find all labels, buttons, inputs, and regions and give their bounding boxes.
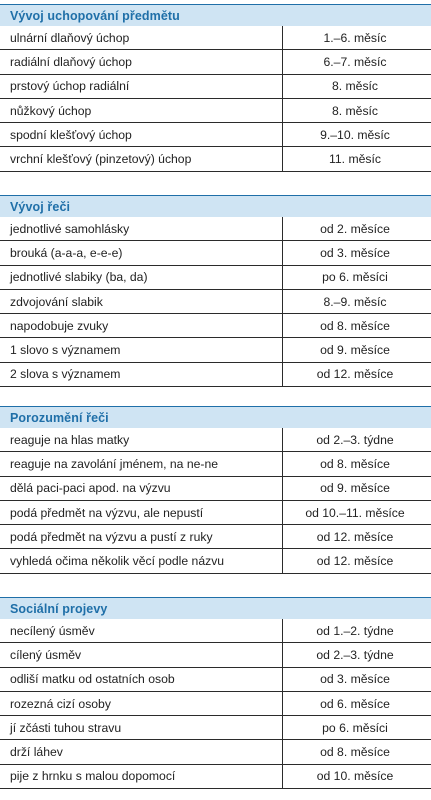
row-value: po 6. měsíci	[322, 720, 388, 735]
row-label: napodobuje zvuky	[10, 318, 109, 333]
row-value: 8.–9. měsíc	[323, 294, 387, 309]
row-label: jednotlivé samohlásky	[10, 221, 130, 236]
row-label: odliší matku od ostatních osob	[10, 672, 175, 687]
table-row	[0, 266, 431, 290]
row-value: 8. měsíc	[331, 103, 379, 118]
section-rows	[0, 217, 431, 387]
table-row	[0, 643, 431, 667]
row-value: od 10. měsíce	[316, 769, 394, 784]
table-row	[0, 75, 431, 99]
row-value: 1.–6. měsíc	[323, 30, 387, 45]
table-row	[0, 549, 431, 573]
section-comprehension	[0, 406, 431, 574]
table-row	[0, 363, 431, 387]
row-value: od 2.–3. týdne	[316, 647, 394, 662]
row-label: vrchní klešťový (pinzetový) úchop	[10, 152, 192, 167]
row-value: od 8. měsíce	[320, 745, 390, 760]
table-row	[0, 525, 431, 549]
row-label: dělá paci-paci apod. na výzvu	[10, 481, 171, 496]
row-label: nůžkový úchop	[10, 103, 92, 118]
row-label: prstový úchop radiální	[10, 79, 130, 94]
row-value: od 12. měsíce	[316, 554, 394, 569]
row-label: brouká (a-a-a, e-e-e)	[10, 245, 123, 260]
table-row	[0, 290, 431, 314]
row-value: od 8. měsíce	[320, 318, 390, 333]
row-label: reaguje na hlas matky	[10, 432, 130, 447]
row-label: drží láhev	[10, 745, 63, 760]
row-label: cílený úsměv	[10, 647, 82, 662]
table-row	[0, 241, 431, 265]
table-row	[0, 501, 431, 525]
table-row	[0, 99, 431, 123]
row-value: od 12. měsíce	[316, 367, 394, 382]
table-row	[0, 314, 431, 338]
table-row	[0, 147, 431, 171]
table-row	[0, 452, 431, 476]
table-row	[0, 692, 431, 716]
section-speech	[0, 195, 431, 387]
table-row	[0, 668, 431, 692]
table-row	[0, 619, 431, 643]
row-label: podá předmět na výzvu, ale nepustí	[10, 505, 204, 520]
row-value: od 6. měsíce	[320, 696, 390, 711]
row-label: radiální dlaňový úchop	[10, 54, 132, 69]
row-value: od 12. měsíce	[316, 529, 394, 544]
row-value: od 10.–11. měsíce	[305, 505, 405, 520]
row-label: pije z hrnku s malou dopomocí	[10, 769, 176, 784]
section-social	[0, 597, 431, 789]
row-value: od 2.–3. týdne	[316, 432, 394, 447]
row-label: 2 slova s významem	[10, 367, 121, 382]
row-value: od 3. měsíce	[320, 245, 390, 260]
row-label: reaguje na zavolání jménem, na ne-ne	[10, 456, 218, 471]
section-header	[0, 195, 431, 217]
section-rows	[0, 428, 431, 574]
table-row	[0, 477, 431, 501]
row-value: od 1.–2. týdne	[316, 623, 394, 638]
row-value: 6.–7. měsíc	[323, 54, 387, 69]
row-value: od 3. měsíce	[320, 672, 390, 687]
table-row	[0, 428, 431, 452]
row-value: 9.–10. měsíc	[320, 127, 390, 142]
row-label: 1 slovo s významem	[10, 343, 121, 358]
row-value: od 9. měsíce	[320, 343, 390, 358]
section-rows	[0, 619, 431, 789]
section-title: Porozumění řeči	[10, 410, 109, 425]
row-label: zdvojování slabik	[10, 294, 103, 309]
section-title: Vývoj řeči	[10, 199, 71, 214]
section-title: Vývoj uchopování předmětu	[10, 8, 180, 23]
section-header	[0, 4, 431, 26]
table-row	[0, 716, 431, 740]
row-label: jednotlivé slabiky (ba, da)	[10, 270, 148, 285]
section-grasping	[0, 4, 431, 172]
table-row	[0, 50, 431, 74]
row-label: necílený úsměv	[10, 623, 95, 638]
row-label: podá předmět na výzvu a pustí z ruky	[10, 529, 213, 544]
row-value: 11. měsíc	[329, 152, 381, 167]
table-row	[0, 740, 431, 764]
row-label: spodní klešťový úchop	[10, 127, 132, 142]
row-value: od 9. měsíce	[320, 481, 390, 496]
table-row	[0, 765, 431, 789]
section-rows	[0, 26, 431, 172]
section-header	[0, 406, 431, 428]
section-header	[0, 597, 431, 619]
table-row	[0, 217, 431, 241]
row-label: vyhledá očima několik věcí podle názvu	[10, 554, 225, 569]
row-value: po 6. měsíci	[322, 270, 388, 285]
row-value: 8. měsíc	[331, 79, 379, 94]
table-row	[0, 123, 431, 147]
row-value: od 2. měsíce	[320, 221, 390, 236]
row-label: ulnární dlaňový úchop	[10, 30, 130, 45]
row-label: jí zčásti tuhou stravu	[10, 720, 122, 735]
table-row	[0, 338, 431, 362]
row-value: od 8. měsíce	[320, 456, 390, 471]
table-row	[0, 26, 431, 50]
section-title: Sociální projevy	[10, 601, 108, 616]
row-label: rozezná cizí osoby	[10, 696, 111, 711]
